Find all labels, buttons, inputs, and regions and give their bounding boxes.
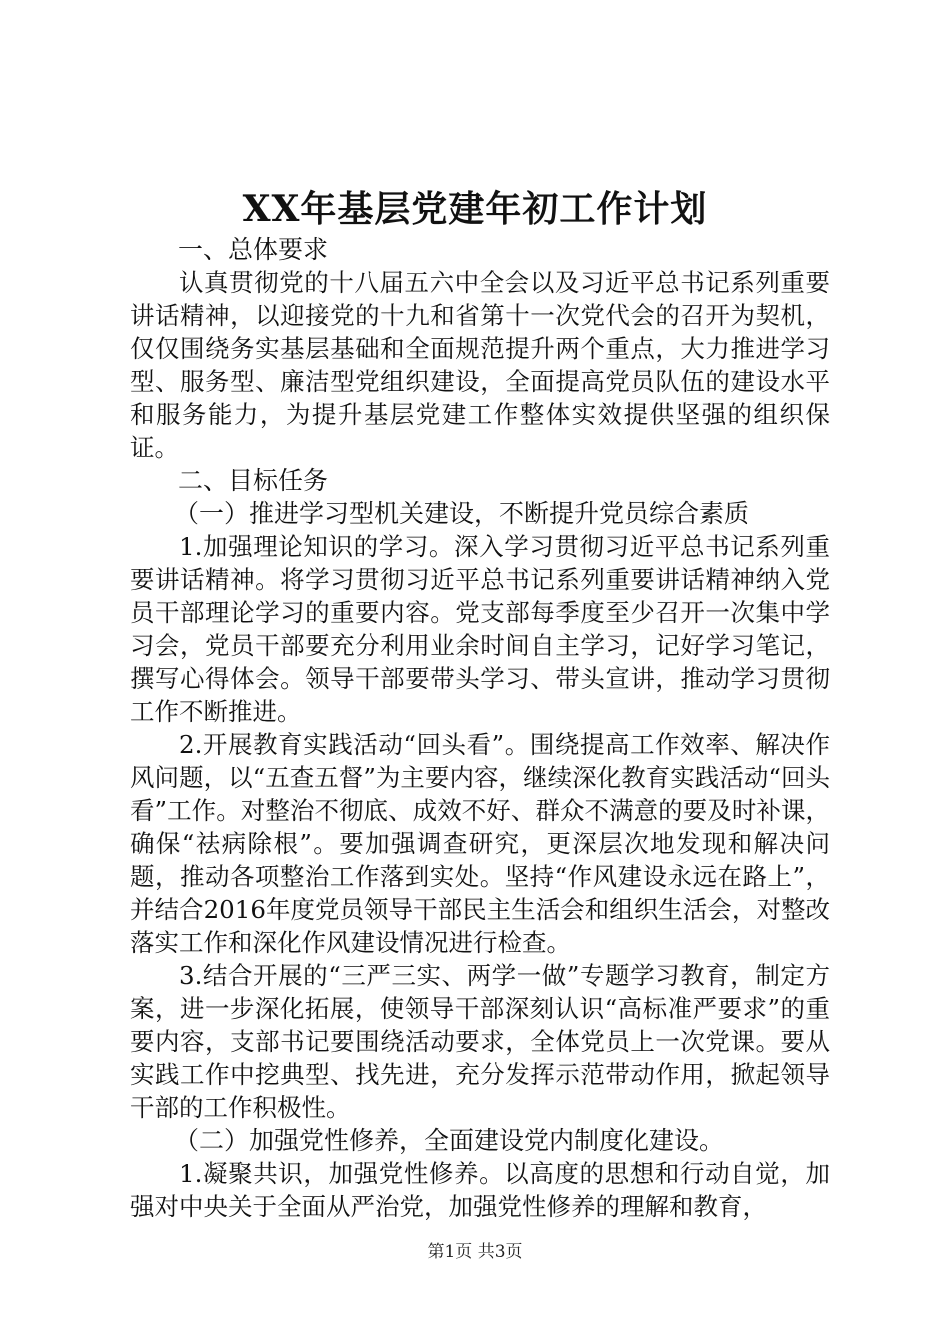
document-title: XX年基层党建年初工作计划: [242, 188, 708, 230]
subsection-heading-learning-organization: （一）推进学习型机关建设，不断提升党员综合素质: [174, 499, 750, 528]
paragraph-general-requirements: 认真贯彻党的十八届五六中全会以及习近平总书记系列重要讲话精神，以迎接党的十九和省第十一次党代会的召开为契机，仅仅围绕务实基层基础和全面规范提升两个重点，大力推进学习型、服务型、廉洁型党组织建设，全面提高党员队伍的建设水平和服务能力，为提升基层党建工作整体实效提供坚强的组织保证。: [130, 268, 830, 462]
paragraph-consensus: 1.凝聚共识，加强党性修养。以高度的思想和行动自觉，加强对中央关于全面从严治党，加强党性修养的理解和教育，: [130, 1159, 830, 1221]
paragraph-three-strict-education: 3.结合开展的“三严三实、两学一做”专题学习教育，制定方案，进一步深化拓展，使领导干部深刻认识“高标准严要求”的重要内容，支部书记要围绕活动要求，全体党员上一次党课。要从实践工作中挖典型、找先进，充分发挥示范带动作用，掀起领导干部的工作积极性。: [130, 961, 830, 1122]
document-body: [130, 233, 830, 1223]
page-footer: 第1页 共3页: [427, 1242, 523, 1262]
paragraph-theory-study: 1.加强理论知识的学习。深入学习贯彻习近平总书记系列重要讲话精神。将学习贯彻习近平总书记系列重要讲话精神纳入党员干部理论学习的重要内容。党支部每季度至少召开一次集中学习会，党员干部要充分利用业余时间自主学习，记好学习笔记，撰写心得体会。领导干部要带头学习、带头宣讲，推动学习贯彻工作不断推进。: [130, 532, 830, 726]
section-heading-general-requirements: 一、总体要求: [178, 235, 329, 264]
subsection-heading-party-spirit: （二）加强党性修养，全面建设党内制度化建设。: [174, 1126, 725, 1155]
paragraph-look-back-activity: 2.开展教育实践活动“回头看”。围绕提高工作效率、解决作风问题，以“五查五督”为主要内容，继续深化教育实践活动“回头看”工作。对整治不彻底、成效不好、群众不满意的要及时补课，确保“祛病除根”。要加强调查研究，更深层次地发现和解决问题，推动各项整治工作落到实处。坚持“作风建设永远在路上”，并结合2016年度党员领导干部民主生活会和组织生活会，对整改落实工作和深化作风建设情况进行检查。: [130, 730, 830, 957]
section-heading-goals-tasks: 二、目标任务: [178, 466, 329, 495]
